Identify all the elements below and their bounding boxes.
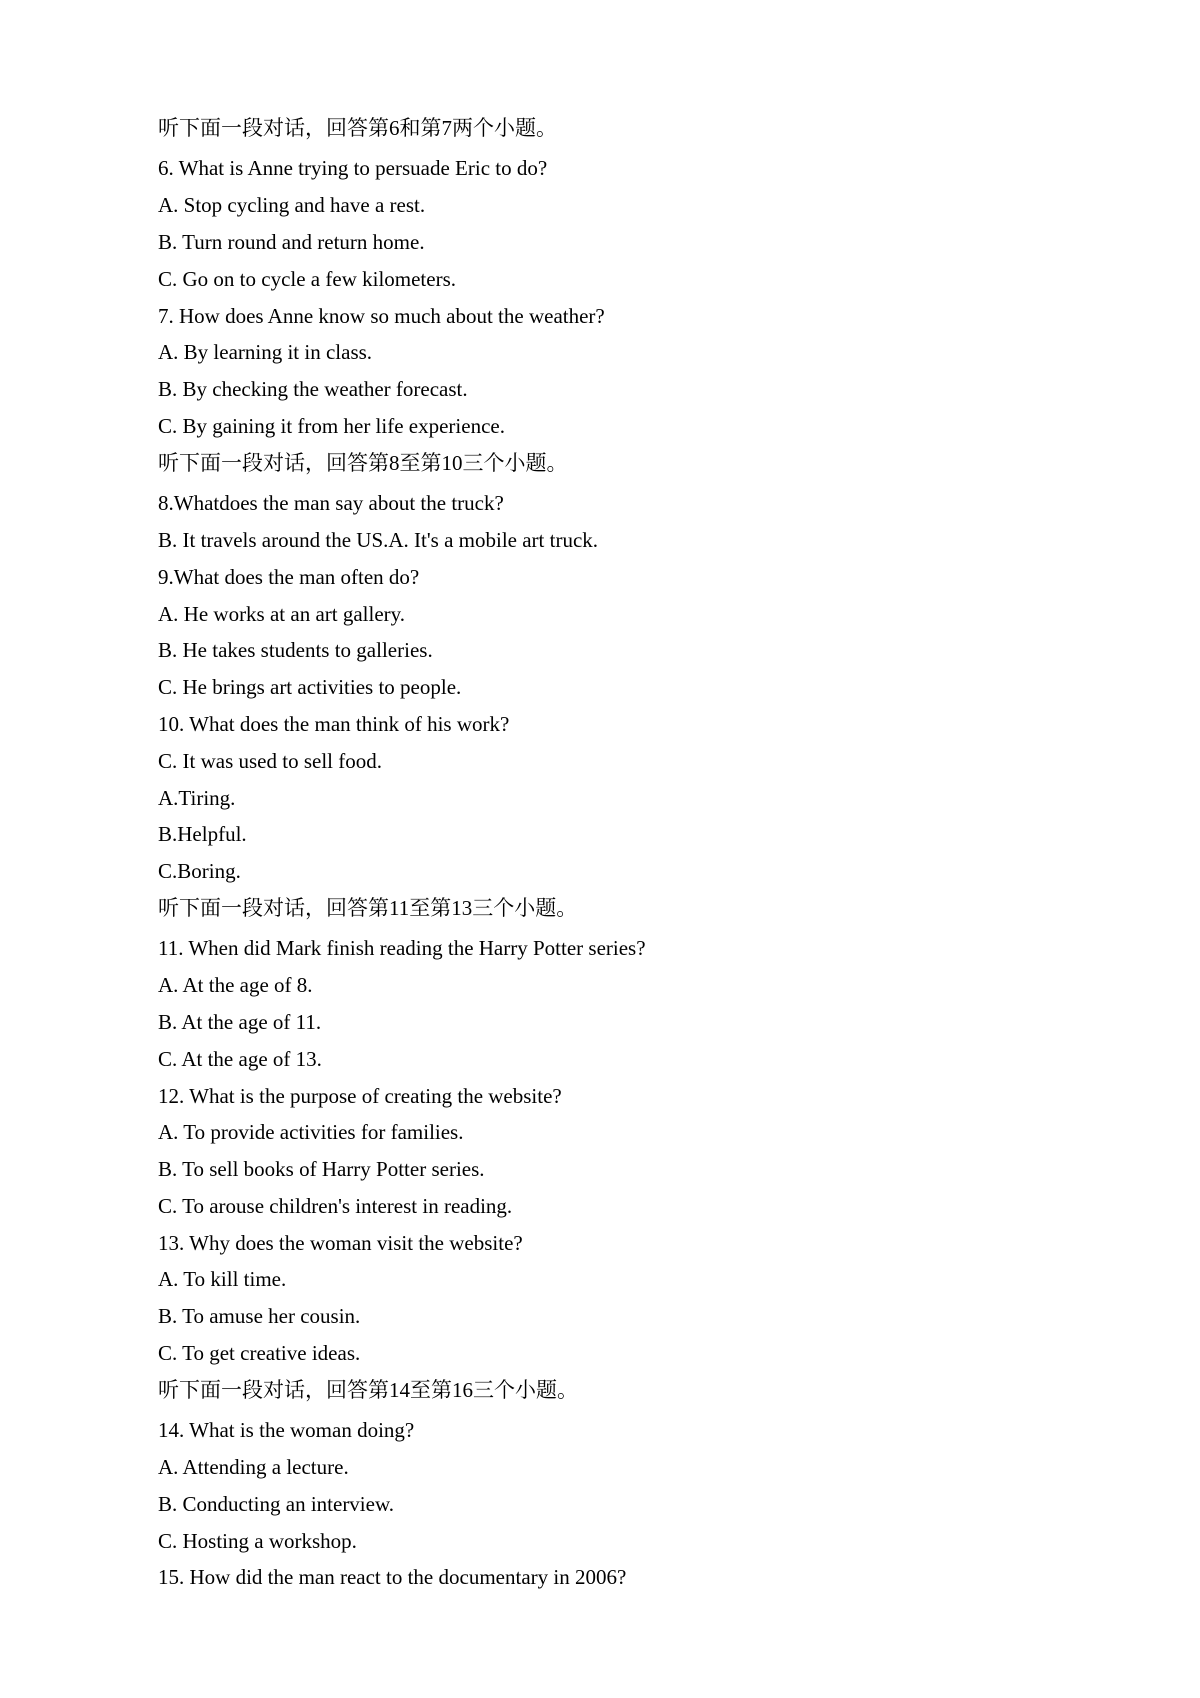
option-9b: B. He takes students to galleries. (158, 638, 433, 663)
option-line: C. It was used to sell food. (158, 748, 382, 773)
option-7a: A. By learning it in class. (158, 340, 373, 365)
question-14: 14. What is the woman doing? (158, 1418, 415, 1443)
option-10b: B.Helpful. (158, 822, 247, 847)
option-14c: C. Hosting a workshop. (158, 1528, 357, 1553)
section-instruction: 听下面一段对话，回答第11至第13三个小题。 (158, 895, 578, 920)
option-6b: B. Turn round and return home. (158, 229, 425, 254)
question-7: 7. How does Anne know so much about the weather? (158, 303, 605, 328)
option-14b: B. Conducting an interview. (158, 1491, 395, 1516)
option-10a: A.Tiring. (158, 785, 236, 810)
question-8: 8.Whatdoes the man say about the truck? (158, 491, 504, 516)
option-12b: B. To sell books of Harry Potter series. (158, 1157, 485, 1182)
option-7b: B. By checking the weather forecast. (158, 377, 468, 402)
option-11b: B. At the age of 11. (158, 1009, 322, 1034)
option-9c: C. He brings art activities to people. (158, 675, 462, 700)
option-6a: A. Stop cycling and have a rest. (158, 193, 426, 218)
document-body (158, 110, 1118, 1596)
option-9a: A. He works at an art gallery. (158, 601, 406, 626)
option-12c: C. To arouse children's interest in reading. (158, 1193, 513, 1218)
option-8b: B. It travels around the US.A. It's a mobile art truck. (158, 527, 599, 552)
question-13: 13. Why does the woman visit the website? (158, 1230, 523, 1255)
option-11c: C. At the age of 13. (158, 1046, 322, 1071)
section-instruction: 听下面一段对话，回答第14至第16三个小题。 (158, 1377, 578, 1402)
question-12: 12. What is the purpose of creating the website? (158, 1083, 562, 1108)
question-15: 15. How did the man react to the documentary in 2006? (158, 1565, 627, 1590)
option-14a: A. Attending a lecture. (158, 1455, 349, 1480)
section-instruction: 听下面一段对话，回答第8至第10三个小题。 (158, 450, 568, 475)
option-6c: C. Go on to cycle a few kilometers. (158, 266, 456, 291)
listening-section-8-10 (158, 445, 1118, 890)
option-13c: C. To get creative ideas. (158, 1341, 361, 1366)
option-12a: A. To provide activities for families. (158, 1120, 464, 1145)
question-10: 10. What does the man think of his work? (158, 711, 510, 736)
option-7c: C. By gaining it from her life experience. (158, 413, 505, 438)
listening-section-6-7 (158, 110, 1118, 445)
question-11: 11. When did Mark finish reading the Harry Potter series? (158, 936, 646, 961)
question-6: 6. What is Anne trying to persuade Eric to do? (158, 156, 548, 181)
question-9: 9.What does the man often do? (158, 564, 420, 589)
option-11a: A. At the age of 8. (158, 973, 313, 998)
listening-section-14-16 (158, 1372, 1118, 1596)
option-13b: B. To amuse her cousin. (158, 1304, 361, 1329)
section-instruction: 听下面一段对话，回答第6和第7两个小题。 (158, 116, 557, 140)
option-10c: C.Boring. (158, 859, 241, 884)
option-13a: A. To kill time. (158, 1267, 287, 1292)
listening-section-11-13 (158, 890, 1118, 1372)
